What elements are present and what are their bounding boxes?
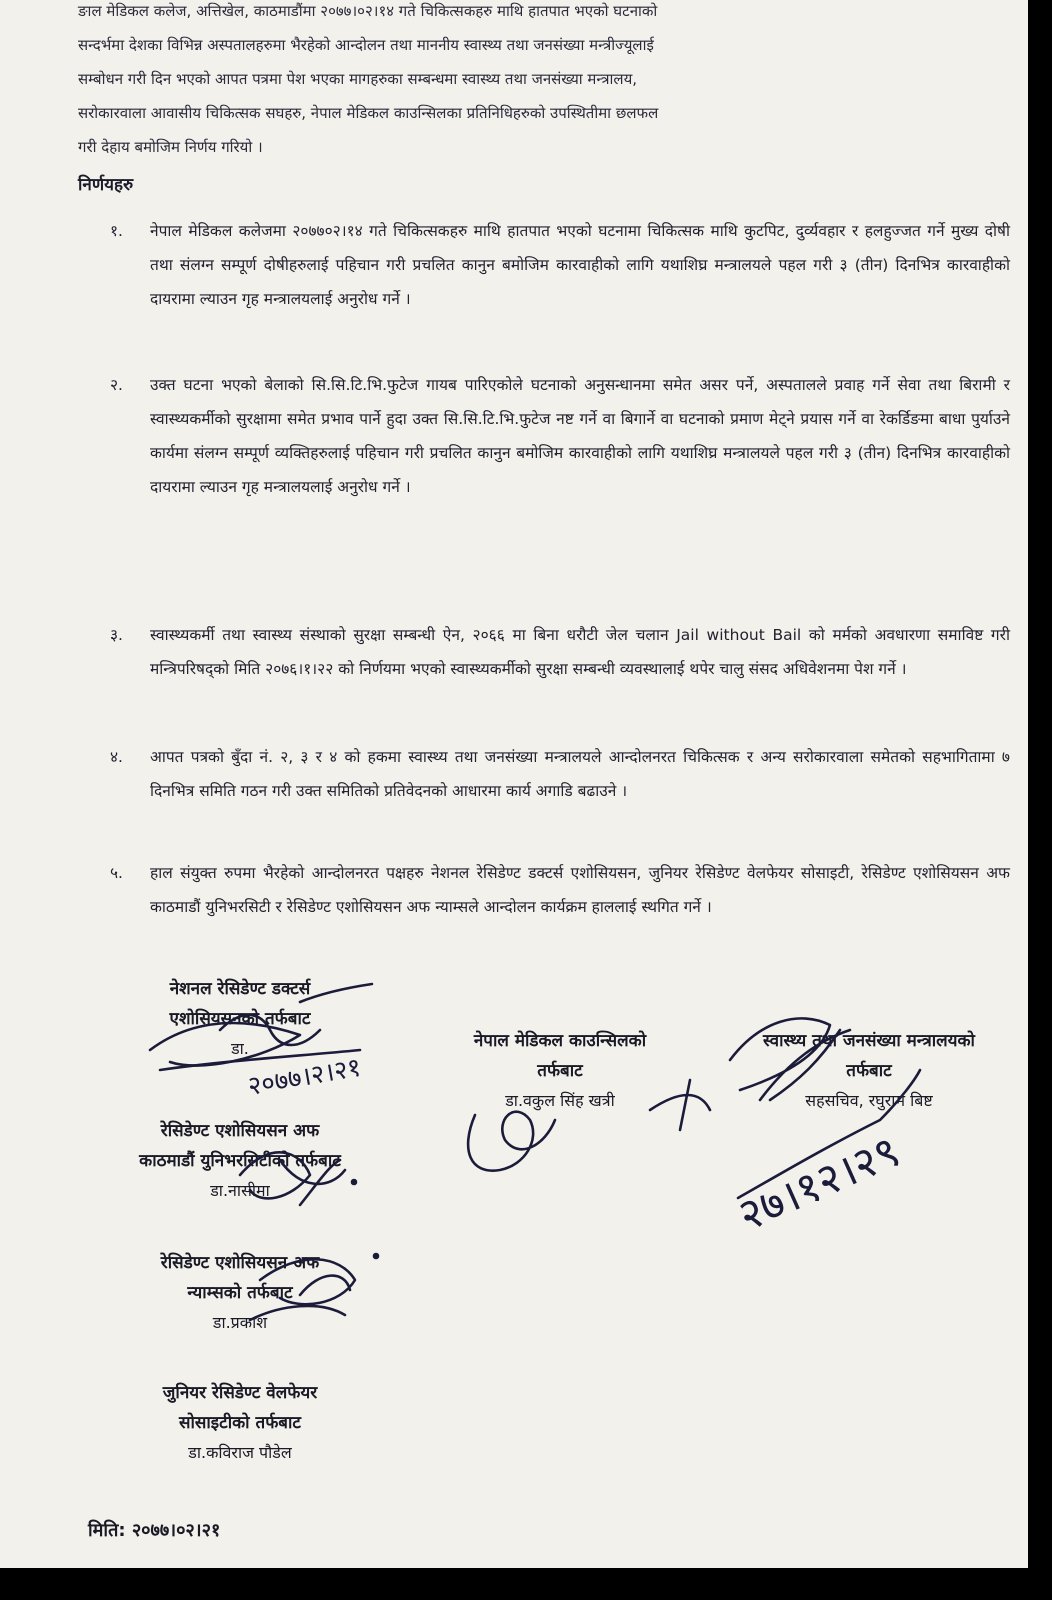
decisions-heading: निर्णयहरु [78,175,134,195]
signatory-title: नेशनल रेसिडेण्ट डक्टर्स [169,979,311,999]
signatory-title: न्याम्सको तर्फबाट [187,1283,293,1303]
intro-line: ङाल मेडिकल कलेज, अत्तिखेल, काठमाडौंमा २०७७।०२।१४ गते चिकित्सकहरु माथि हातपात भएको घटनाको [78,2,658,20]
signatory-title: रेसिडेण्ट एशोसियसन अफ [160,1121,320,1141]
signatory-title: स्वास्थ्य तथा जनसंख्या मन्त्रालयको [763,1031,975,1051]
svg-text:२७।१२।२९: २७।१२।२९ [730,1125,908,1242]
intro-line: सन्दर्भमा देशका विभिन्न अस्पतालहरुमा भैरहेको आन्दोलन तथा माननीय स्वास्थ्य तथा जनसंख्या मन्त्रीज्यूलाई [78,36,654,54]
signatory-name: सहसचिव, रघुराम बिष्ट [805,1091,933,1110]
signatory-title: सोसाइटीको तर्फबाट [179,1413,301,1433]
signatory-name: डा.प्रकाश [212,1313,268,1332]
intro-line: सम्बोधन गरी दिन भएको आपत पत्रमा पेश भएका मागहरुका सम्बन्धमा स्वास्थ्य तथा जनसंख्या मन्त्रालय, [78,70,638,88]
signatory-nmc [420,1026,700,1116]
decision-number: ५. [110,864,123,882]
signatory-national-resident [100,974,380,1064]
signature-nmc [468,1112,555,1171]
signatory-title: काठमाडौं युनिभरसिटीको तर्फबाट [139,1151,341,1171]
signatory-title: जुनियर रेसिडेण्ट वेलफेयर [162,1383,318,1403]
decision-item [110,214,1010,316]
intro-paragraph [78,0,1008,164]
handwritten-date: २०७७।२।२१ [245,1052,364,1103]
signatory-nams-resident [100,1248,380,1338]
signatory-title: नेपाल मेडिकल काउन्सिलको [473,1031,647,1051]
decision-item [110,856,1010,924]
decision-number: ४. [110,748,123,766]
signatory-name: डा.वकुल सिंह खत्री [505,1091,615,1110]
signatory-title: रेसिडेण्ट एशोसियसन अफ [160,1253,320,1273]
decision-number: २. [110,376,123,394]
decision-text: हाल संयुक्त रुपमा भैरहेको आन्दोलनरत पक्षहरु नेशनल रेसिडेण्ट डक्टर्स एशोसियसन, जुनियर रेसिडेण्ट वेलफेयर सोसाइटी, रेसिडेण्ट एशोसियसन अफ काठमाडौं युनिभरसिटी र रेसिडेण्ट एशोसियसन अफ न्याम्सले आन्दोलन कार्यक्रम हाललाई स्थगित गर्ने । [150,864,1010,916]
intro-line: गरी देहाय बमोजिम निर्णय गरियो । [78,138,263,156]
decision-number: १. [110,222,123,240]
signatory-moh [712,1026,1026,1116]
signatory-name: डा.नासीमा [210,1181,270,1200]
decision-text: नेपाल मेडिकल कलेजमा २०७७०२।१४ गते चिकित्सकहरु माथि हातपात भएको घटनामा चिकित्सक माथि कुटपिट, दुर्व्यवहार र हलहुज्जत गर्ने मुख्य दोषी तथा संलग्न सम्पूर्ण दोषीहरुलाई पहिचान गरी प्रचलित कानुन बमोजिम कारवाहीको लागि यथाशिघ्र मन्त्रालयले पहल गरी ३ (तीन) दिनभित्र कारवाहीको दायरामा ल्याउन गृह मन्त्रालयलाई अनुरोध गर्ने । [150,222,1010,308]
signatory-title: एशोसियसनको तर्फबाट [169,1009,311,1029]
signatory-title: तर्फबाट [846,1061,892,1081]
signatory-junior-resident [100,1378,380,1468]
document-date: मिति: २०७७।०२।२१ [88,1520,221,1541]
decision-item [110,740,1010,808]
decision-text: स्वास्थ्यकर्मी तथा स्वास्थ्य संस्थाको सुरक्षा सम्बन्धी ऐन, २०६६ मा बिना धरौटी जेल चलान Jail without Bail को मर्मको अवधारणा समाविष्ट गरी मन्त्रिपरिषद्को मिति २०७६।१।२२ को निर्णयमा भएको स्वास्थ्यकर्मीको सुरक्षा सम्बन्धी व्यवस्थालाई थपेर चालु संसद अधिवेशनमा पेश गर्ने । [150,626,1010,678]
decision-text: उक्त घटना भएको बेलाको सि.सि.टि.भि.फुटेज गायब पारिएकोले घटनाको अनुसन्धानमा समेत असर पर्ने, अस्पतालले प्रवाह गर्ने सेवा तथा बिरामी र स्वास्थ्यकर्मीको सुरक्षामा समेत प्रभाव पार्ने हुदा उक्त सि.सि.टि.भि.फुटेज नष्ट गर्ने वा बिगार्ने वा घटनाको प्रमाण मेट्ने प्रयास गर्ने वा रेकर्डिङमा बाधा पुर्याउने कार्यमा संलग्न सम्पूर्ण व्यक्तिहरुलाई पहिचान गरी प्रचलित कानुन बमोजिम कारवाहीको लागि यथाशिघ्र मन्त्रालयले पहल गरी ३ (तीन) दिनभित्र कारवाहीको दायरामा ल्याउन गृह मन्त्रालयलाई अनुरोध गर्ने । [150,376,1010,496]
signatory-name: डा. [231,1039,249,1058]
decision-item [110,618,1010,686]
signatory-title: तर्फबाट [537,1061,583,1081]
decision-item [110,368,1010,504]
decision-number: ३. [110,626,123,644]
intro-line: सरोकारवाला आवासीय चिकित्सक सघहरु, नेपाल मेडिकल काउन्सिलका प्रतिनिधिहरुको उपस्थितीमा छलफल [78,104,659,122]
signatory-ku-resident [70,1116,410,1206]
decision-text: आपत पत्रको बुँदा नं. २, ३ र ४ को हकमा स्वास्थ्य तथा जनसंख्या मन्त्रालयले आन्दोलनरत चिकित्सक र अन्य सरोकारवाला समेतको सहभागितामा ७ दिनभित्र समिति गठन गरी उक्त समितिको प्रतिवेदनको आधारमा कार्य अगाडि बढाउने । [150,748,1010,800]
signatory-name: डा.कविराज पौडेल [188,1443,292,1462]
